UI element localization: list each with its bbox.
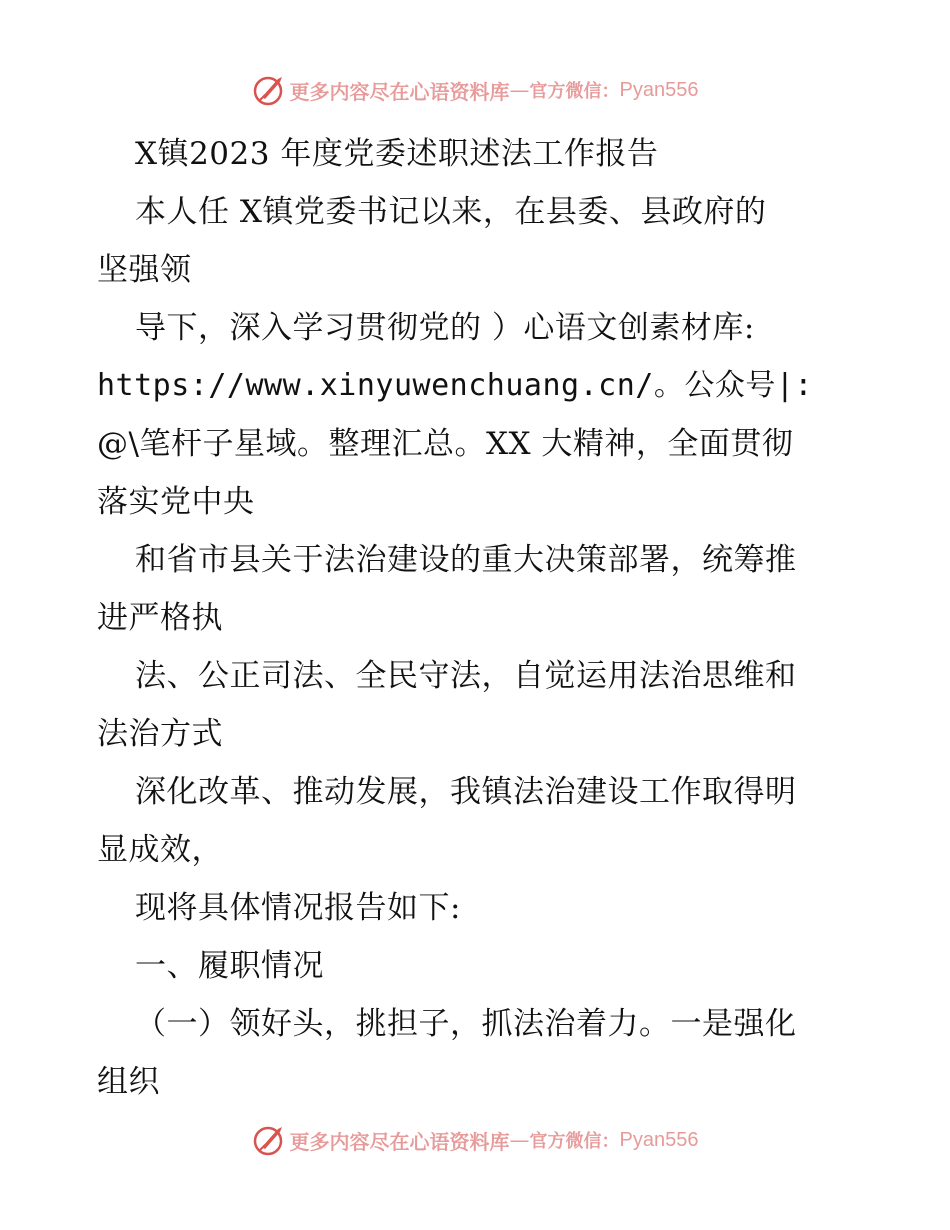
paragraph-line: 法治方式 — [97, 716, 223, 752]
watermark-sub-text: 官方微信： — [529, 1131, 620, 1152]
watermark-sub-text: 官方微信： — [529, 81, 620, 102]
document-body — [97, 125, 857, 1111]
subsection-heading: （一）领好头，挑担子，抓法治着力。一是强化 — [135, 1006, 797, 1042]
paragraph-line: 本人任 X镇党委书记以来，在县委、县政府的 — [135, 194, 767, 230]
paragraph-line: @\笔杆子星域。整理汇总。XX 大精神，全面贯彻 — [97, 426, 794, 462]
watermark-dash: — — [509, 78, 530, 102]
watermark-dash: — — [509, 1128, 530, 1152]
paragraph-line: 坚强领 — [97, 252, 192, 288]
header-watermark — [0, 70, 950, 110]
paragraph-line: 现将具体情况报告如下: — [135, 890, 461, 926]
paragraph-line: 组织 — [97, 1064, 160, 1100]
paragraph-line: 导下，深入学习贯彻党的 ）心语文创素材库: — [135, 310, 755, 346]
footer-watermark — [0, 1120, 950, 1160]
quill-logo-icon — [252, 1123, 286, 1157]
paragraph-line: 深化改革、推动发展，我镇法治建设工作取得明 — [135, 774, 797, 810]
watermark-wechat-id: Pyan556 — [619, 1128, 699, 1151]
paragraph-line: 和省市县关于法治建设的重大决策部署，统筹推 — [135, 542, 797, 578]
paragraph-line: 法、公正司法、全民守法，自觉运用法治思维和 — [135, 658, 797, 694]
watermark-main-text: 更多内容尽在心语资料库 — [289, 79, 510, 104]
paragraph-line: https://www.xinyuwenchuang.cn/。公众号|: — [97, 368, 813, 403]
quill-logo-icon — [252, 73, 286, 107]
watermark-wechat-id: Pyan556 — [619, 78, 699, 101]
paragraph-line: 落实党中央 — [97, 484, 255, 520]
watermark-main-text: 更多内容尽在心语资料库 — [289, 1129, 510, 1154]
document-title: X镇2023 年度党委述职述法工作报告 — [135, 136, 659, 172]
section-heading: 一、履职情况 — [135, 948, 324, 984]
paragraph-line: 显成效， — [97, 832, 223, 868]
paragraph-line: 进严格执 — [97, 600, 223, 636]
